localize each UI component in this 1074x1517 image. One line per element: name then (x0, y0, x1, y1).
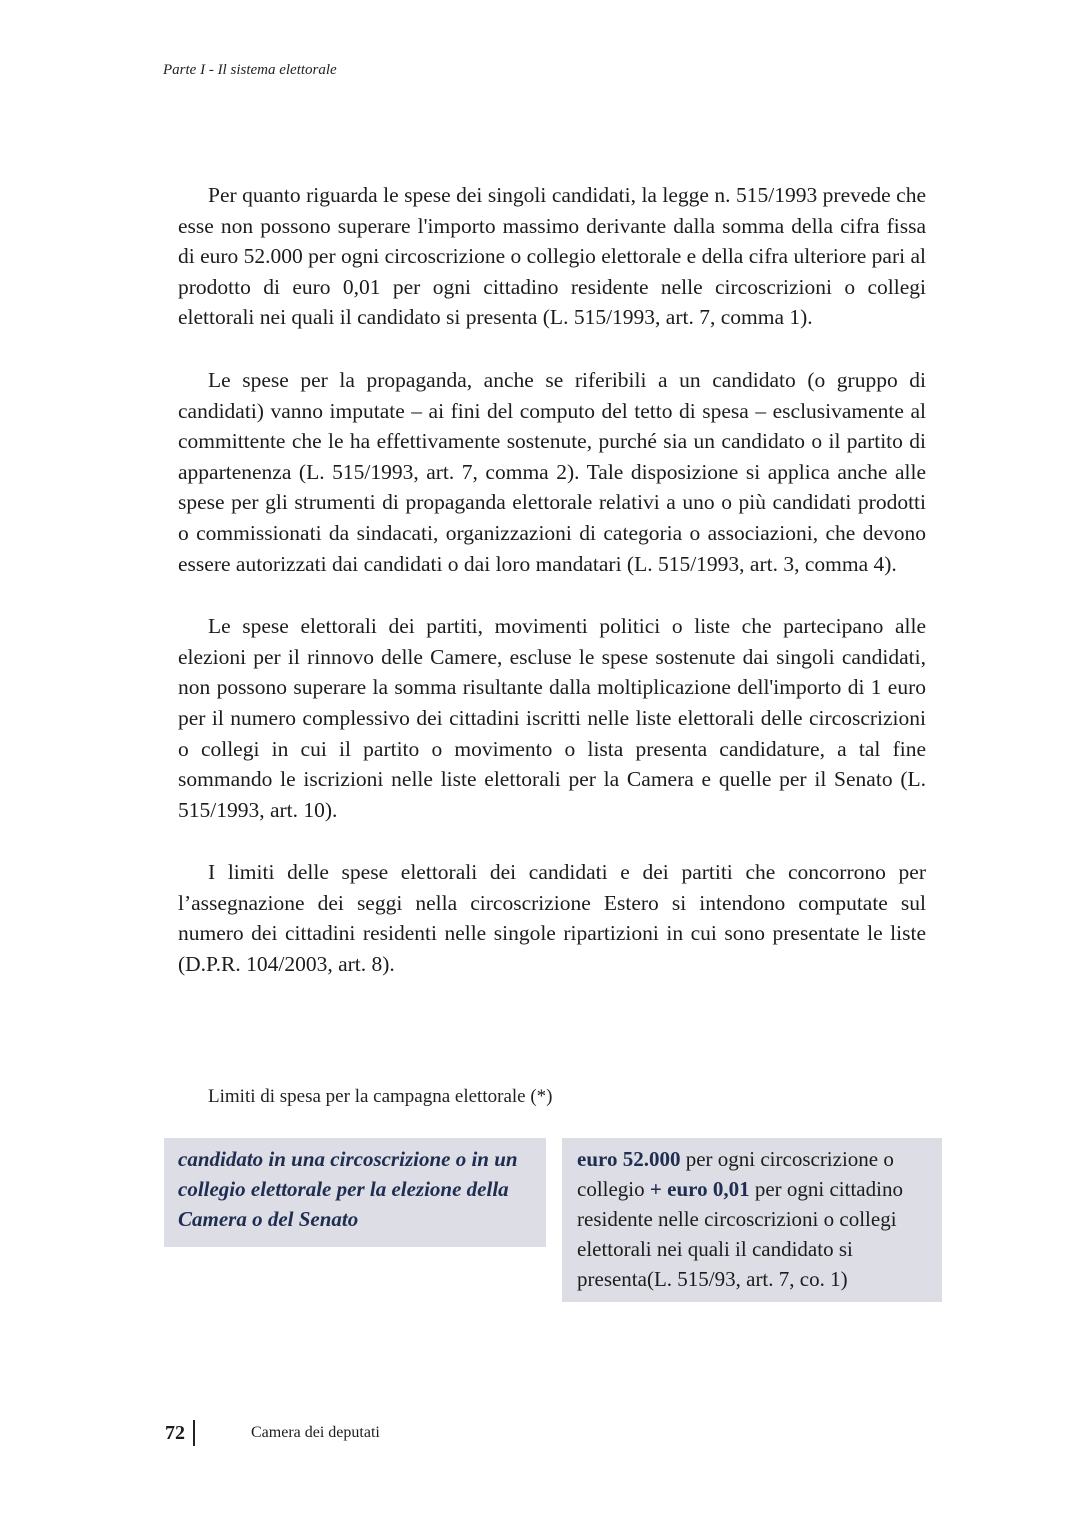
page-number: 72 (165, 1421, 185, 1444)
table-cell-candidate: candidato in una circoscrizione o in un collegio elettorale per la elezione della Camera o del Senato (164, 1138, 546, 1247)
table-cell-limit (562, 1138, 942, 1302)
limit-text-1: per ogni circoscrizione o collegio (577, 1147, 894, 1201)
paragraph-propaganda-expenses: Le spese per la propaganda, anche se riferibili a un candidato (o gruppo di candidati) vanno imputate – ai fini del computo del tetto di spesa – esclusivamente al committente che le ha effettivamente sostenute, purché sia un candidato o il partito di appartenenza (L. 515/1993, art. 7, comma 2). Tale disposizione si applica anche alle spese per gli strumenti di propaganda elettorale relativi a uno o più candidati prodotti o commissionati da sindacati, organizzazioni di categoria o associazioni, che devono essere autorizzati dai candidati o dai loro mandatari (L. 515/1993, art. 3, comma 4). (178, 367, 926, 576)
body-text (178, 180, 926, 1012)
paragraph-party-expenses: Le spese elettorali dei partiti, movimenti politici o liste che partecipano alle elezioni per il rinnovo delle Camere, escluse le spese sostenute dai singoli candidati, non possono superare la somma risultante dalla moltiplicazione dell'importo di 1 euro per il numero complessivo dei cittadini iscritti nelle liste elettorali delle circoscrizioni o collegi in cui il partito o movimento o lista presenta candidature, a tal fine sommando le iscrizioni nelle liste elettorali per la Camera e quelle per il Senato (L. 515/1993, art. 10). (178, 614, 926, 822)
page-footer (165, 1420, 380, 1446)
amount-fixed: euro 52.000 (577, 1147, 681, 1171)
running-head: Parte I - Il sistema elettorale (163, 62, 337, 78)
limit-text-2: per ogni cittadino residente nelle circoscrizioni o collegi elettorali nei quali il candidato si presenta(L. 515/93, art. 7, co. 1) (577, 1177, 903, 1291)
plus-sign: + (649, 1177, 662, 1201)
footer-divider (193, 1420, 195, 1446)
amount-per-citizen: euro 0,01 (661, 1177, 750, 1201)
paragraph-abroad-limits: I limiti delle spese elettorali dei candidati e dei partiti che concorrono per l’assegnazione dei seggi nella circoscrizione Estero si intendono computate sul numero dei cittadini residenti nelle singole ripartizioni in cui sono presentate le liste (D.P.R. 104/2003, art. 8). (178, 860, 926, 977)
publisher-name: Camera dei deputati (251, 1424, 380, 1441)
table-title: Limiti di spesa per la campagna elettorale (*) (208, 1086, 553, 1107)
paragraph-candidate-expenses: Per quanto riguarda le spese dei singoli candidati, la legge n. 515/1993 prevede che esse non possono superare l'importo massimo derivante dalla somma della cifra fissa di euro 52.000 per ogni circoscrizione o collegio elettorale e della cifra ulteriore pari al prodotto di euro 0,01 per ogni cittadino residente nelle circoscrizioni o collegi elettorali nei quali il candidato si presenta (L. 515/1993, art. 7, comma 1). (178, 183, 926, 330)
